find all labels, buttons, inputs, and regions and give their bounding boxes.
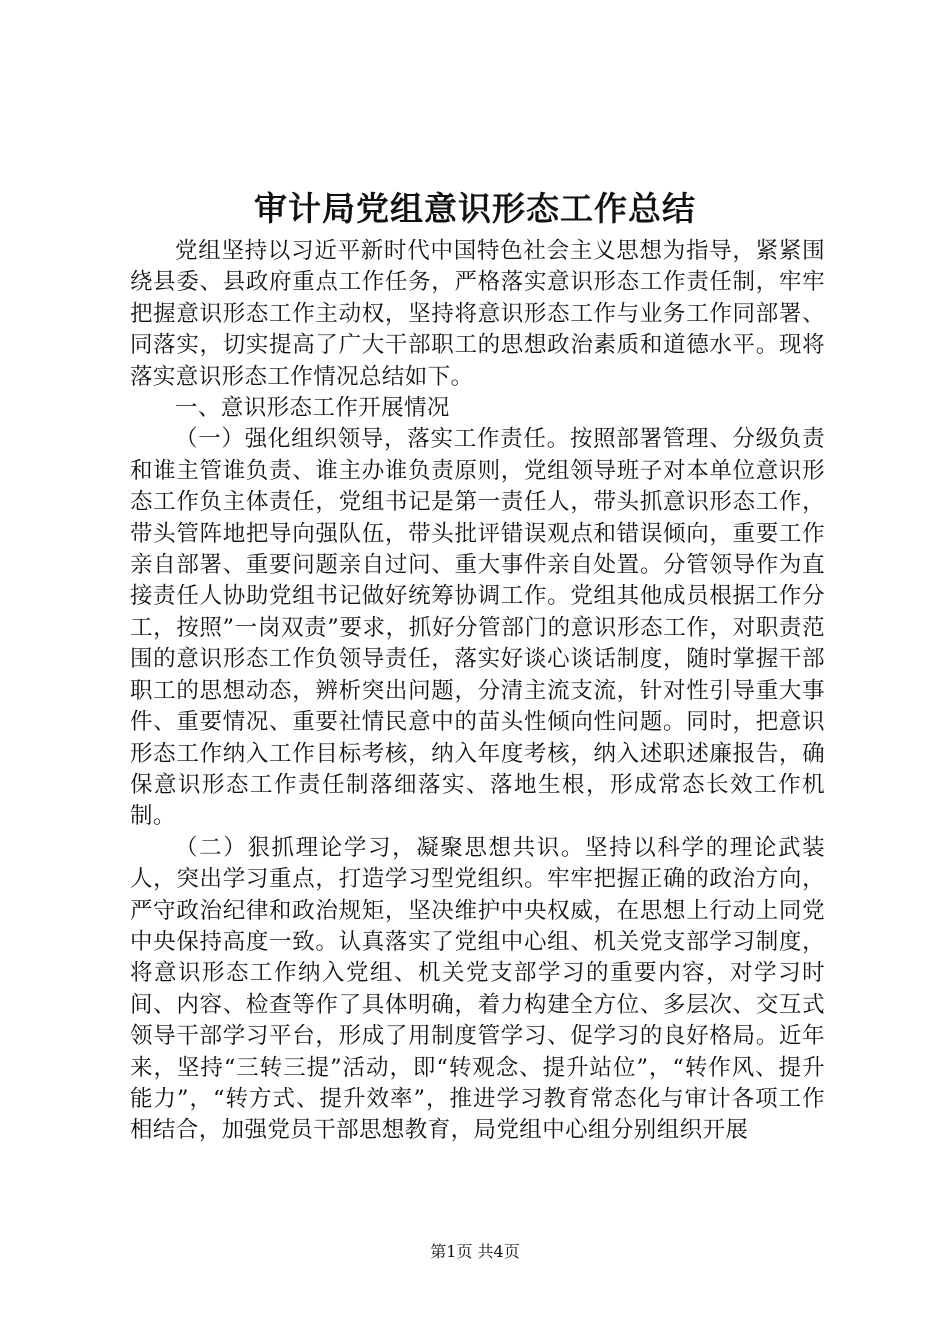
subsection-paragraph-2: （二）狠抓理论学习，凝聚思想共识。坚持以科学的理论武装人，突出学习重点，打造学习型党组织。牢牢把握正确的政治方向，严守政治纪律和政治规矩，坚决维护中央权威，在思想上行动上同党中央保持高度一致。认真落实了党组中心组、机关党支部学习制度，将意识形态工作纳入党组、机关党支部学习的重要内容，对学习时间、内容、检查等作了具体明确，着力构建全方位、多层次、交互式领导干部学习平台，形成了用制度管学习、促学习的良好格局。近年来，坚持“三转三提”活动，即“转观念、提升站位”，“转作风、提升能力”，“转方式、提升效率”，推进学习教育常态化与审计各项工作相结合，加强党员干部思想教育，局党组中心组分别组织开展: [130, 834, 825, 1144]
section-heading-1: 一、意识形态工作开展情况: [175, 395, 450, 422]
subsection-paragraph-1: （一）强化组织领导，落实工作责任。按照部署管理、分级负责和谁主管谁负责、谁主办谁负责原则，党组领导班子对本单位意识形态工作负主体责任，党组书记是第一责任人，带头抓意识形态工作，带头管阵地把导向强队伍，带头批评错误观点和错误倾向，重要工作亲自部署、重要问题亲自过问、重大事件亲自处置。分管领导作为直接责任人协助党组书记做好统筹协调工作。党组其他成员根据工作分工，按照”一岗双责”要求，抓好分管部门的意识形态工作，对职责范围的意识形态工作负领导责任，落实好谈心谈话制度，随时掌握干部职工的思想动态，辨析突出问题，分清主流支流，针对性引导重大事件、重要情况、重要社情民意中的苗头性倾向性问题。同时，把意识形态工作纳入工作目标考核，纳入年度考核，纳入述职述廉报告，确保意识形态工作责任制落细落实、落地生根，形成常态长效工作机制。: [130, 426, 825, 830]
page-number-footer: 第1页 共4页: [430, 1242, 520, 1261]
document-title: 审计局党组意识形态工作总结: [254, 189, 696, 228]
intro-paragraph: 党组坚持以习近平新时代中国特色社会主义思想为指导，紧紧围绕县委、县政府重点工作任务，严格落实意识形态工作责任制，牢牢把握意识形态工作主动权，坚持将意识形态工作与业务工作同部署、同落实，切实提高了广大干部职工的思想政治素质和道德水平。现将落实意识形态工作情况总结如下。: [130, 238, 825, 390]
document-body: [130, 236, 825, 1147]
